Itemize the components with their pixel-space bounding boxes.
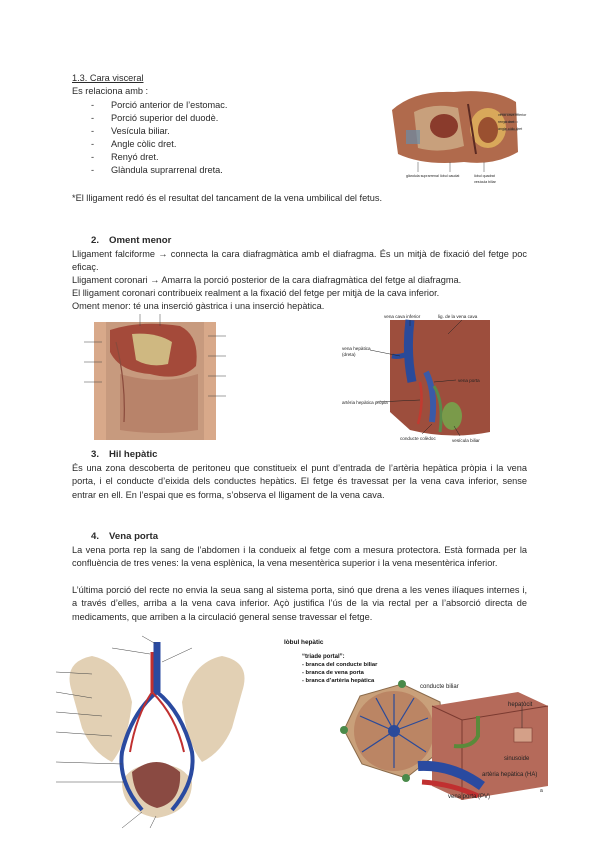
- section-title: Oment menor: [109, 235, 172, 246]
- section-number: 2.: [91, 235, 100, 246]
- label-coledoc: conducte colèdoc: [400, 436, 436, 441]
- hepatic-hilum-figure: [340, 312, 500, 444]
- list-item: - Renyó dret.: [91, 151, 227, 164]
- label-lobul-caudat: lòbul caudat: [440, 174, 460, 178]
- pelvic-veins-figure: [52, 632, 262, 832]
- section-number: 3.: [91, 449, 100, 460]
- triad-title: “triade portal”:: [302, 654, 345, 660]
- relations-list: [91, 99, 227, 177]
- triad-item-portal: - branca de vena porta: [302, 670, 364, 676]
- label-lig-vena-cava: lig. de la vena cava: [438, 314, 478, 319]
- label-portal-vein: vena porta (PV): [448, 794, 491, 800]
- label-vesicula-biliar: vesícula biliar: [452, 438, 480, 443]
- portal-vein-paragraph-1: La vena porta rep la sang de l’abdomen i la condueix al fetge com a mesura protectora. Està formada per la confluència de tres venes: la vena esplènica, la vena mesentèrica superior i la vena mesentèrica inferior.: [72, 545, 527, 569]
- section-1-3-heading: 1.3. Cara visceral: [72, 73, 144, 83]
- coronary-paragraph: Lligament coronari → Amarra la porció posterior de la cara diafragmàtica del fetge al diafragma.: [72, 275, 462, 285]
- label-arteria-hepatica: artèria hepàtica pròpia: [342, 400, 388, 405]
- list-item: - Vesícula biliar.: [91, 125, 227, 138]
- liver-visceral-figure: [384, 82, 532, 190]
- lesser-omentum-figure: [80, 312, 230, 447]
- list-item: - Porció anterior de l’estomac.: [91, 99, 227, 112]
- portal-vein-paragraph-2: L’última porció del recte no envia la seua sang al sistema porta, sinó que drena a les venes ilíaques internes i, a través d’elles, arriba a la vena cava inferior. Açò justifica l’ús de la via rectal per a l’absorció directa de medicaments, que arriben a la circulació general sense travessar el fetge.: [72, 585, 527, 622]
- section-4-heading: [91, 531, 158, 542]
- section-number: 4.: [91, 531, 100, 542]
- triad-item-artery: - branca d’artèria hepàtica: [302, 678, 375, 684]
- label-vesicula: vesícula biliar: [474, 180, 496, 184]
- label-angle-colic: angle còlic dret: [498, 127, 523, 131]
- list-item: - Angle còlic dret.: [91, 138, 227, 151]
- triad-item-duct: - branca del conducte biliar: [302, 662, 378, 668]
- label-sinusoid: sinusoide: [504, 756, 530, 762]
- label-vena-hepatica: vena hepàtica: [342, 346, 371, 351]
- ligament-note: *El lligament redó és el resultat del tancament de la vena umbilical del fetus.: [72, 193, 382, 203]
- label-vena-cava-inferior: vena cava inferior: [384, 314, 421, 319]
- falciform-paragraph: Lligament falciforme → connecta la cara diafragmàtica amb el diafragma. És un mitjà de fixació del fetge poc eficaç.: [72, 249, 527, 273]
- hepatic-lobule-figure: [282, 636, 550, 804]
- section-title: Hil hepàtic: [109, 449, 158, 460]
- label-vena-porta: vena porta: [458, 378, 480, 383]
- list-item: - Glàndula suprarrenal dreta.: [91, 164, 227, 177]
- label-dreta: (dreta): [342, 352, 356, 357]
- corner-mark: a: [540, 788, 543, 794]
- lesser-omentum-paragraph: Oment menor: té una inserció gàstrica i una inserció hepàtica.: [72, 301, 325, 311]
- section-3-heading: [91, 449, 158, 460]
- label-renyo: renyó dret: [498, 120, 515, 124]
- label-hepatocyte: hepatòcit: [508, 702, 533, 708]
- label-duct: conducte biliar: [420, 684, 459, 690]
- coronary-fixation-paragraph: El lligament coronari contribueix realment a la fixació del fetge per mitjà de la cava inferior.: [72, 288, 440, 298]
- section-title: Vena porta: [109, 531, 159, 542]
- lobule-title: lòbul hepàtic: [284, 639, 324, 646]
- list-item: - Porció superior del duodè.: [91, 112, 227, 125]
- label-lobul-quadrat: lòbul quadrat: [474, 174, 495, 178]
- label-hepatic-artery: artèria hepàtica (HA): [482, 772, 538, 778]
- section-2-heading: [91, 235, 171, 246]
- section-1-3-intro: Es relaciona amb :: [72, 86, 149, 96]
- label-suprarenal: glàndula suprarrenal: [406, 174, 439, 178]
- label-vena-cava: vena cava inferior: [498, 113, 527, 117]
- hilum-paragraph: És una zona descoberta de peritoneu que constitueix el punt d’entrada de l’artèria hepàtica pròpia i la vena porta, i el conducte d’eixida dels conductes hepàtics. El fetge és travessat per la vena cava inferior, sense entrar en ell. En l’espai que es forma, s’observa el lligament de la vena cava.: [72, 463, 527, 500]
